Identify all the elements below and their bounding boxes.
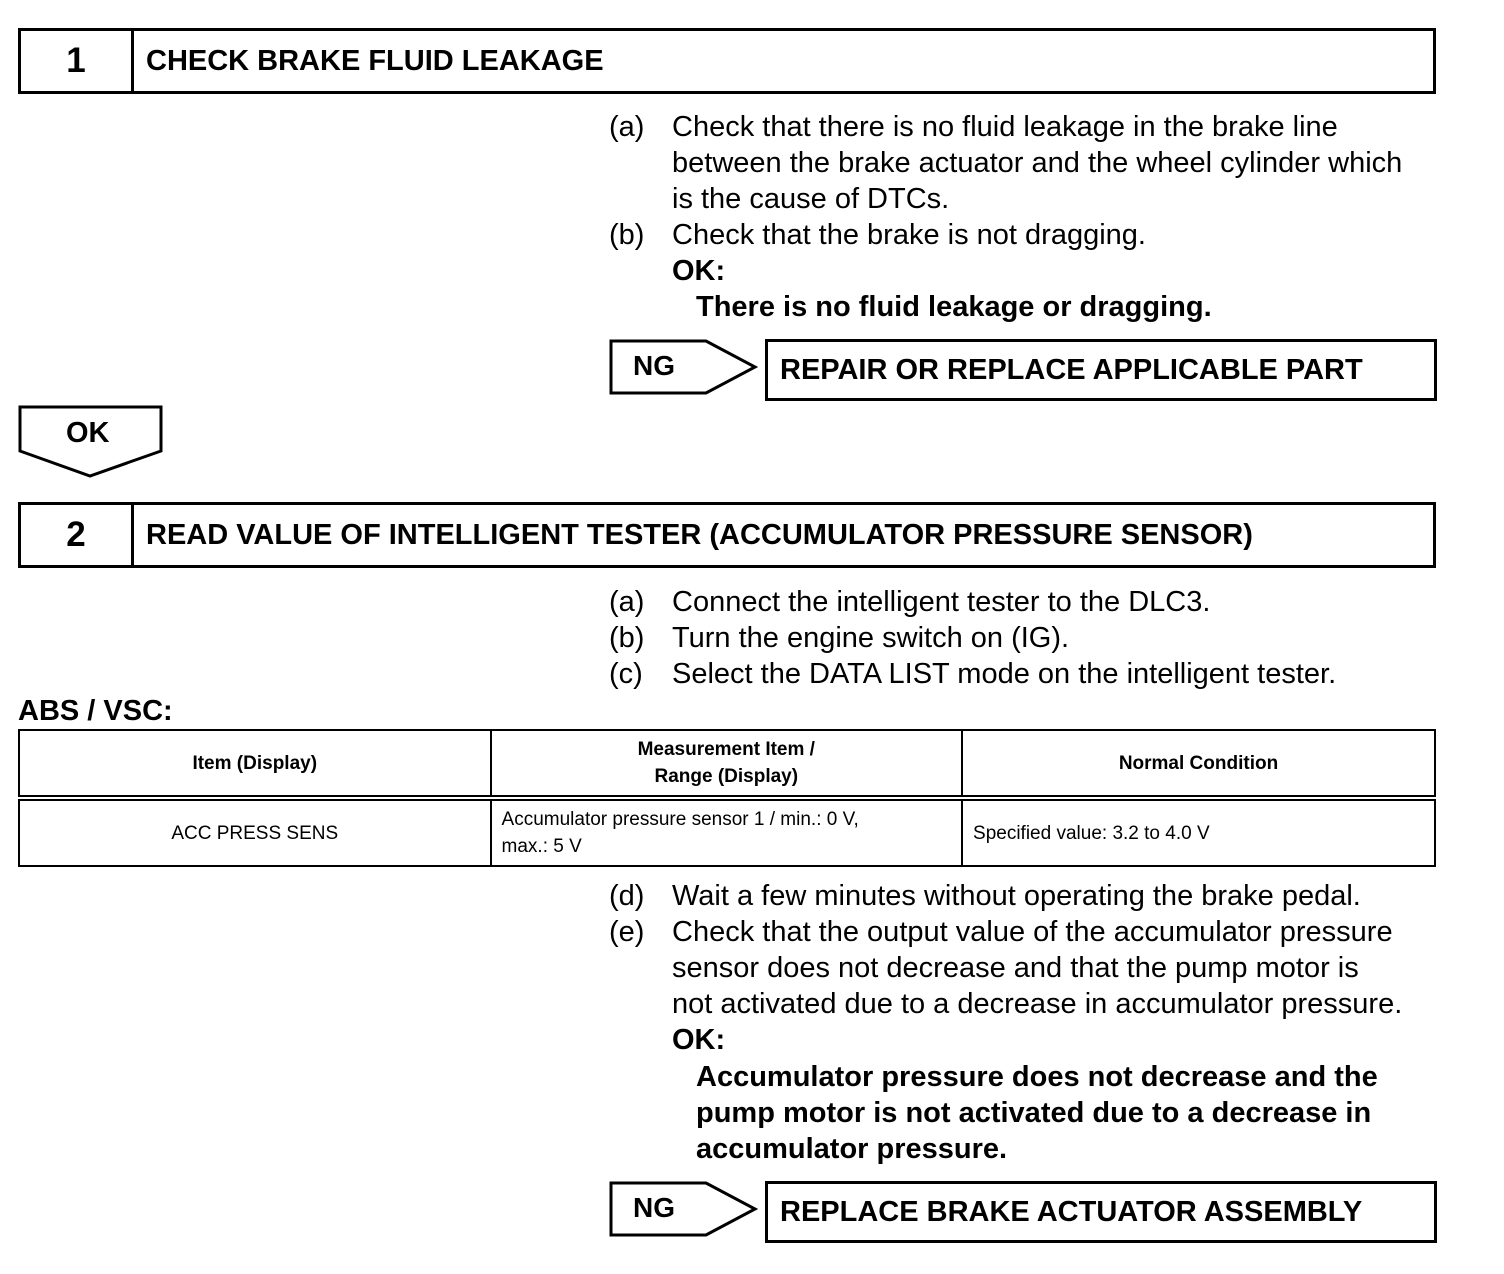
item-label: (a)	[609, 111, 645, 143]
item-text: Connect the intelligent tester to the DLC3.	[672, 586, 1211, 618]
item-text: is the cause of DTCs.	[672, 183, 950, 215]
ok-criteria-label: OK:	[672, 255, 726, 287]
step-2-header	[18, 502, 1436, 568]
item-text: Check that there is no fluid leakage in the brake line	[672, 111, 1338, 143]
ng-action-box: REPLACE BRAKE ACTUATOR ASSEMBLY	[765, 1181, 1437, 1243]
column-header-line: Measurement Item /	[637, 739, 815, 760]
item-label: (b)	[609, 219, 645, 251]
item-text: not activated due to a decrease in accumulator pressure.	[672, 988, 1403, 1020]
ng-label: NG	[633, 350, 675, 381]
ok-criteria-text: There is no fluid leakage or dragging.	[696, 291, 1212, 323]
column-header: Normal Condition	[962, 730, 1435, 798]
ok-criteria-text: pump motor is not activated due to a decrease in	[696, 1097, 1372, 1129]
ok-label: OK	[66, 417, 110, 449]
table-cell: Specified value: 3.2 to 4.0 V	[962, 798, 1435, 866]
step-1-header	[18, 28, 1436, 94]
table-header-row	[19, 730, 1435, 798]
ok-criteria-text: accumulator pressure.	[696, 1133, 1008, 1165]
ng-arrow-shape	[609, 1181, 759, 1237]
item-text: Check that the brake is not dragging.	[672, 219, 1146, 251]
item-label: (d)	[609, 880, 645, 912]
ng-arrow-shape	[609, 339, 759, 395]
column-header	[491, 730, 963, 798]
ng-action-box: REPAIR OR REPLACE APPLICABLE PART	[765, 339, 1437, 401]
item-text: Wait a few minutes without operating the brake pedal.	[672, 880, 1361, 912]
ng-label: NG	[633, 1192, 675, 1223]
step-title: CHECK BRAKE FLUID LEAKAGE	[146, 44, 604, 77]
table-cell: ACC PRESS SENS	[19, 798, 491, 866]
column-header-line: Range (Display)	[654, 766, 799, 787]
column-header: Item (Display)	[19, 730, 491, 798]
ng-arrow	[609, 1181, 759, 1237]
table-caption: ABS / VSC:	[18, 695, 173, 727]
ok-arrow	[18, 405, 164, 479]
step-number: 2	[21, 505, 134, 565]
item-text: between the brake actuator and the wheel cylinder which	[672, 147, 1403, 179]
item-label: (e)	[609, 916, 645, 948]
item-text: Select the DATA LIST mode on the intelligent tester.	[672, 658, 1337, 690]
item-label: (c)	[609, 658, 643, 690]
table-row	[19, 798, 1435, 866]
step-number: 1	[21, 31, 134, 91]
ok-criteria-text: Accumulator pressure does not decrease and the	[696, 1061, 1378, 1093]
item-text: Turn the engine switch on (IG).	[672, 622, 1070, 654]
step-title: READ VALUE OF INTELLIGENT TESTER (ACCUMULATOR PRESSURE SENSOR)	[146, 518, 1253, 551]
ok-criteria-label: OK:	[672, 1024, 726, 1056]
item-text: sensor does not decrease and that the pump motor is	[672, 952, 1359, 984]
item-label: (a)	[609, 586, 645, 618]
ng-arrow	[609, 339, 759, 395]
cell-line: Accumulator pressure sensor 1 / min.: 0 V,	[501, 809, 859, 830]
item-text: Check that the output value of the accumulator pressure	[672, 916, 1393, 948]
cell-line: max.: 5 V	[501, 836, 582, 857]
item-label: (b)	[609, 622, 645, 654]
table-cell	[491, 798, 963, 866]
data-list-table	[18, 729, 1436, 867]
